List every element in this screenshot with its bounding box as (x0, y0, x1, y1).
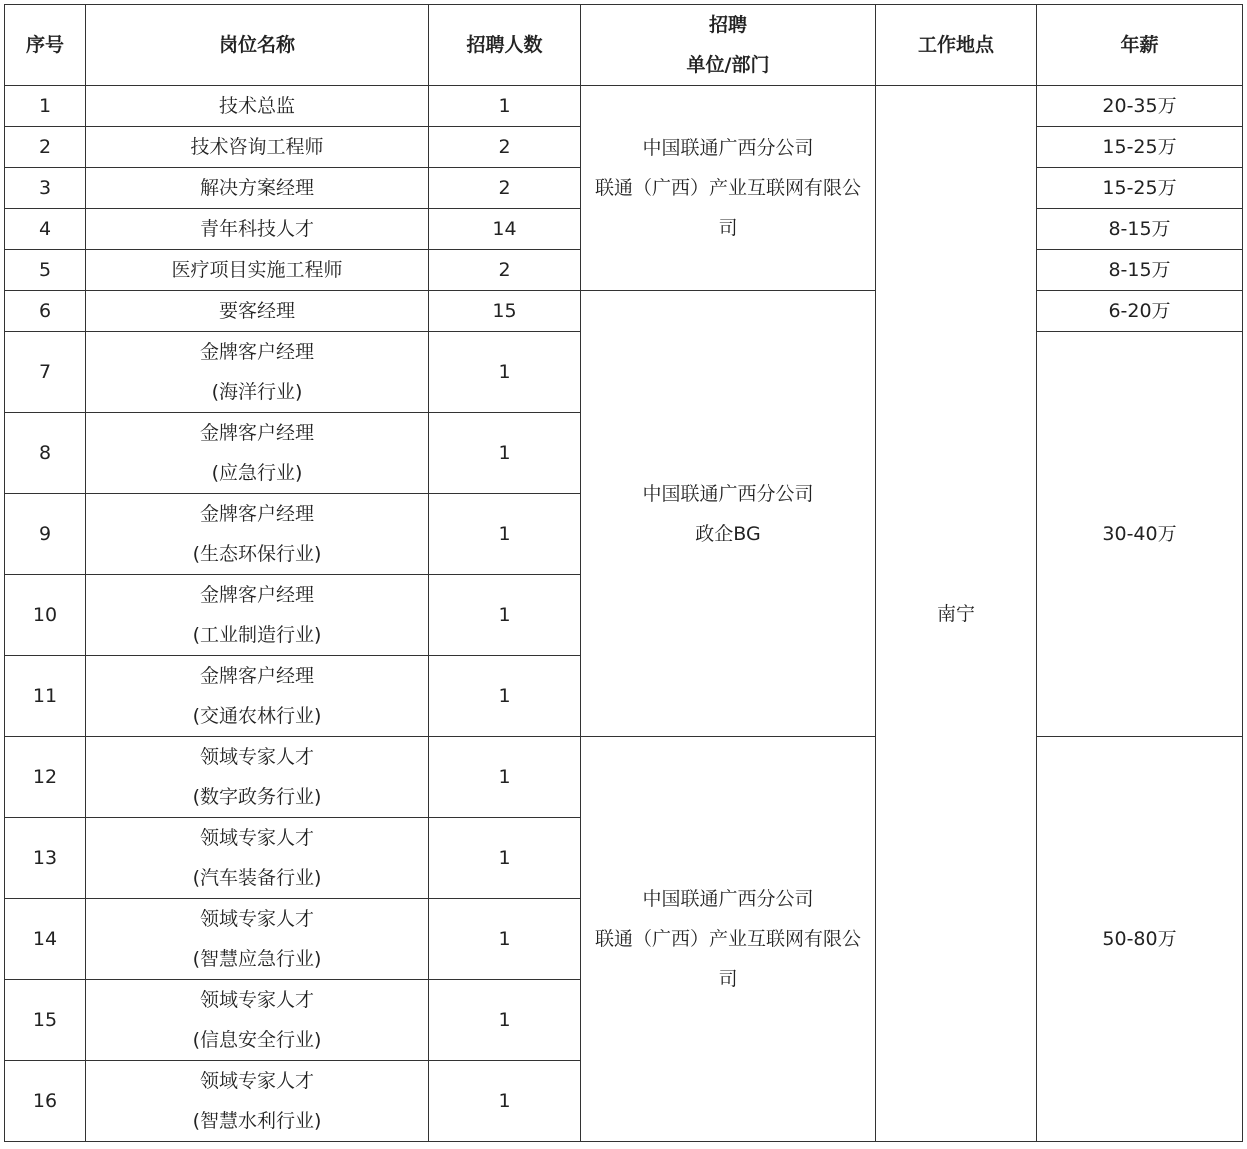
cell-seq: 1 (5, 86, 86, 127)
cell-count: 14 (429, 209, 581, 250)
table-row (5, 291, 1243, 332)
position-line: 领域专家人才 (199, 989, 314, 1011)
unit-line: 联通（广西）产业互联网有限公 (594, 177, 861, 199)
cell-seq: 4 (5, 209, 86, 250)
header-count: 招聘人数 (429, 5, 581, 86)
position-line: (生态环保行业) (192, 543, 322, 565)
cell-position: 技术总监 (86, 86, 429, 127)
position-line: (数字政务行业) (192, 786, 322, 808)
cell-position (86, 494, 429, 575)
position-line: (交通农林行业) (192, 705, 322, 727)
cell-position: 技术咨询工程师 (86, 127, 429, 168)
header-salary: 年薪 (1037, 5, 1243, 86)
position-line: (汽车装备行业) (192, 867, 322, 889)
header-seq: 序号 (5, 5, 86, 86)
cell-seq: 10 (5, 575, 86, 656)
header-unit (581, 5, 876, 86)
cell-salary-group: 30-40万 (1037, 332, 1243, 737)
cell-position (86, 575, 429, 656)
cell-count: 1 (429, 818, 581, 899)
position-line: 金牌客户经理 (199, 503, 314, 525)
cell-position: 要客经理 (86, 291, 429, 332)
position-line: (信息安全行业) (192, 1029, 322, 1051)
position-line: (智慧水利行业) (192, 1110, 322, 1132)
cell-count: 1 (429, 1061, 581, 1142)
position-line: (工业制造行业) (192, 624, 322, 646)
recruitment-table (4, 4, 1243, 1142)
cell-count: 1 (429, 737, 581, 818)
cell-position (86, 980, 429, 1061)
position-line: (智慧应急行业) (192, 948, 322, 970)
position-line: 金牌客户经理 (199, 341, 314, 363)
position-line: (海洋行业) (211, 381, 303, 403)
cell-seq: 12 (5, 737, 86, 818)
unit-line: 中国联通广西分公司 (642, 482, 814, 505)
cell-seq: 2 (5, 127, 86, 168)
cell-unit-group1 (581, 86, 876, 291)
cell-position: 医疗项目实施工程师 (86, 250, 429, 291)
position-line: 金牌客户经理 (199, 584, 314, 606)
cell-salary: 8-15万 (1037, 250, 1243, 291)
cell-salary: 20-35万 (1037, 86, 1243, 127)
cell-seq: 14 (5, 899, 86, 980)
cell-count: 1 (429, 980, 581, 1061)
cell-count: 1 (429, 656, 581, 737)
unit-line: 联通（广西）产业互联网有限公 (594, 928, 861, 950)
cell-count: 1 (429, 413, 581, 494)
cell-seq: 5 (5, 250, 86, 291)
header-location: 工作地点 (876, 5, 1037, 86)
unit-line: 司 (718, 968, 738, 990)
cell-count: 2 (429, 168, 581, 209)
cell-salary-group: 50-80万 (1037, 737, 1243, 1142)
unit-line: 政企BG (695, 522, 761, 545)
cell-location: 南宁 (876, 86, 1037, 1142)
cell-salary: 6-20万 (1037, 291, 1243, 332)
cell-count: 1 (429, 332, 581, 413)
cell-unit-group3 (581, 737, 876, 1142)
cell-salary: 15-25万 (1037, 127, 1243, 168)
cell-position (86, 332, 429, 413)
cell-count: 1 (429, 575, 581, 656)
cell-seq: 16 (5, 1061, 86, 1142)
cell-seq: 15 (5, 980, 86, 1061)
header-row (5, 5, 1243, 86)
cell-position: 青年科技人才 (86, 209, 429, 250)
position-line: 金牌客户经理 (199, 422, 314, 444)
cell-count: 2 (429, 127, 581, 168)
cell-position (86, 737, 429, 818)
cell-seq: 11 (5, 656, 86, 737)
cell-salary: 15-25万 (1037, 168, 1243, 209)
cell-position (86, 818, 429, 899)
cell-seq: 3 (5, 168, 86, 209)
position-line: 领域专家人才 (199, 746, 314, 768)
position-line: 领域专家人才 (199, 1070, 314, 1092)
cell-seq: 9 (5, 494, 86, 575)
cell-position (86, 656, 429, 737)
header-unit-line2: 单位/部门 (686, 54, 770, 76)
table-row (5, 737, 1243, 818)
unit-line: 中国联通广西分公司 (642, 888, 814, 910)
cell-count: 2 (429, 250, 581, 291)
cell-seq: 13 (5, 818, 86, 899)
unit-line: 中国联通广西分公司 (642, 137, 814, 159)
cell-unit-group2 (581, 291, 876, 737)
cell-position: 解决方案经理 (86, 168, 429, 209)
cell-count: 1 (429, 86, 581, 127)
cell-seq: 7 (5, 332, 86, 413)
position-line: 金牌客户经理 (199, 665, 314, 687)
cell-position (86, 413, 429, 494)
position-line: 领域专家人才 (199, 908, 314, 930)
cell-count: 15 (429, 291, 581, 332)
position-line: 领域专家人才 (199, 827, 314, 849)
table-row (5, 86, 1243, 127)
cell-position (86, 1061, 429, 1142)
cell-count: 1 (429, 899, 581, 980)
cell-seq: 6 (5, 291, 86, 332)
header-unit-line1: 招聘 (708, 14, 747, 36)
cell-position (86, 899, 429, 980)
unit-line: 司 (718, 217, 738, 239)
cell-count: 1 (429, 494, 581, 575)
position-line: (应急行业) (211, 462, 303, 484)
cell-seq: 8 (5, 413, 86, 494)
header-position: 岗位名称 (86, 5, 429, 86)
cell-salary: 8-15万 (1037, 209, 1243, 250)
